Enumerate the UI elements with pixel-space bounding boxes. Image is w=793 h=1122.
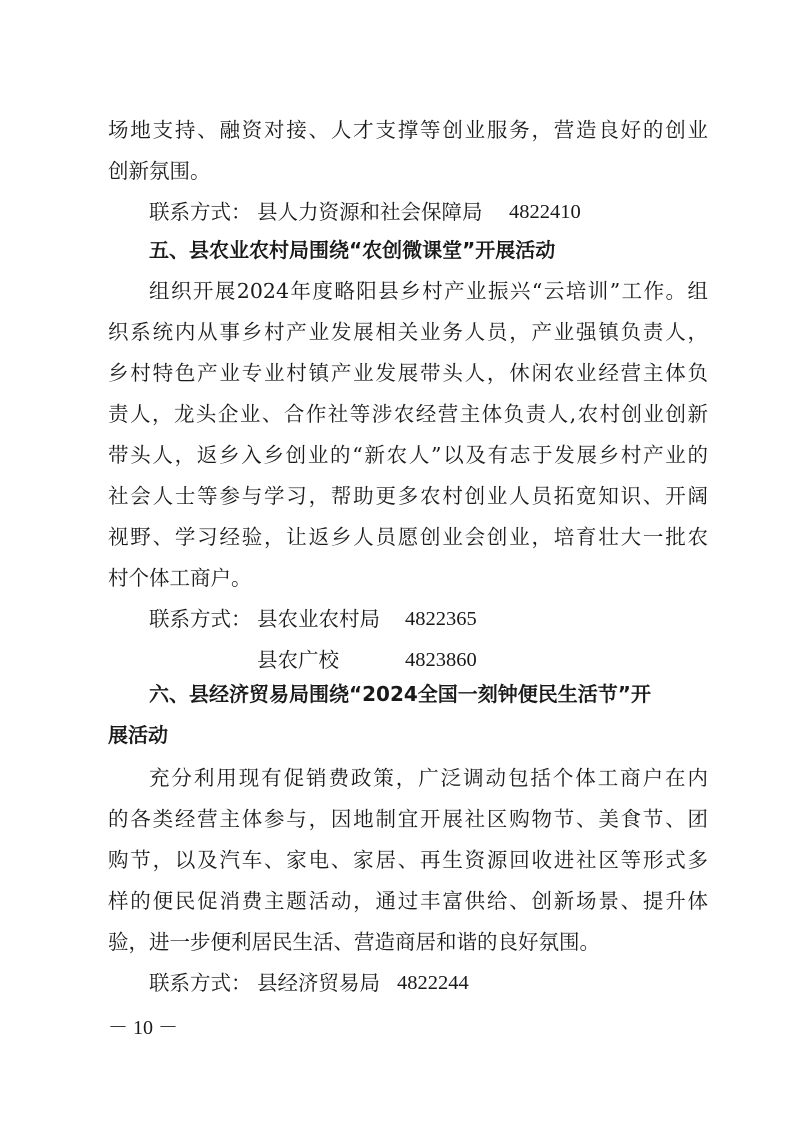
contact-phone: 4822244 bbox=[397, 972, 469, 994]
body-line: 织系统内从事乡村产业发展相关业务人员，产业强镇负责人， bbox=[108, 320, 708, 344]
section-heading-continued: 展活动 bbox=[108, 723, 168, 747]
body-line: 的各类经营主体参与，因地制宜开展社区购物节、美食节、团 bbox=[108, 807, 708, 831]
body-line: 责人，龙头企业、合作社等涉农经营主体负责人,农村创业创新 bbox=[108, 402, 708, 426]
body-line: 视野、学习经验，让返乡人员愿创业会创业，培育壮大一批农 bbox=[108, 525, 708, 549]
contact-org: 县经济贸易局 bbox=[257, 971, 380, 995]
body-line: 社会人士等参与学习，帮助更多农村创业人员拓宽知识、开阔 bbox=[108, 484, 708, 508]
contact-phone: 4823860 bbox=[405, 649, 477, 671]
body-line: 创新氛围。 bbox=[108, 159, 211, 183]
section-heading: 五、县农业农村局围绕“农创微课堂”开展活动 bbox=[149, 238, 556, 262]
contact-org: 县人力资源和社会保障局 bbox=[257, 200, 483, 224]
body-line: 样的便民促消费主题活动，通过丰富供给、创新场景、提升体 bbox=[108, 889, 708, 913]
contact-org: 县农广校 bbox=[257, 648, 339, 672]
contact-label: 联系方式： bbox=[149, 607, 252, 631]
contact-phone: 4822365 bbox=[405, 608, 477, 630]
page-number: － 10 － bbox=[108, 1017, 178, 1039]
contact-phone: 4822410 bbox=[509, 201, 581, 223]
body-line: 充分利用现有促销费政策，广泛调动包括个体工商户在内 bbox=[149, 766, 708, 790]
body-line: 购节，以及汽车、家电、家居、再生资源回收进社区等形式多 bbox=[108, 848, 708, 872]
contact-label: 联系方式： bbox=[149, 971, 252, 995]
section-heading: 六、县经济贸易局围绕“2024全国一刻钟便民生活节”开 bbox=[149, 682, 651, 706]
contact-org: 县农业农村局 bbox=[257, 607, 380, 631]
body-line: 验，进一步便利居民生活、营造商居和谐的良好氛围。 bbox=[108, 930, 600, 954]
contact-label: 联系方式： bbox=[149, 200, 252, 224]
body-line: 乡村特色产业专业村镇产业发展带头人，休闲农业经营主体负 bbox=[108, 361, 708, 385]
body-line: 村个体工商户。 bbox=[108, 566, 252, 590]
body-line: 带头人，返乡入乡创业的“新农人”以及有志于发展乡村产业的 bbox=[108, 443, 708, 467]
body-line: 组织开展2024年度略阳县乡村产业振兴“云培训”工作。组 bbox=[149, 279, 708, 303]
body-line: 场地支持、融资对接、人才支撑等创业服务，营造良好的创业 bbox=[108, 118, 708, 142]
